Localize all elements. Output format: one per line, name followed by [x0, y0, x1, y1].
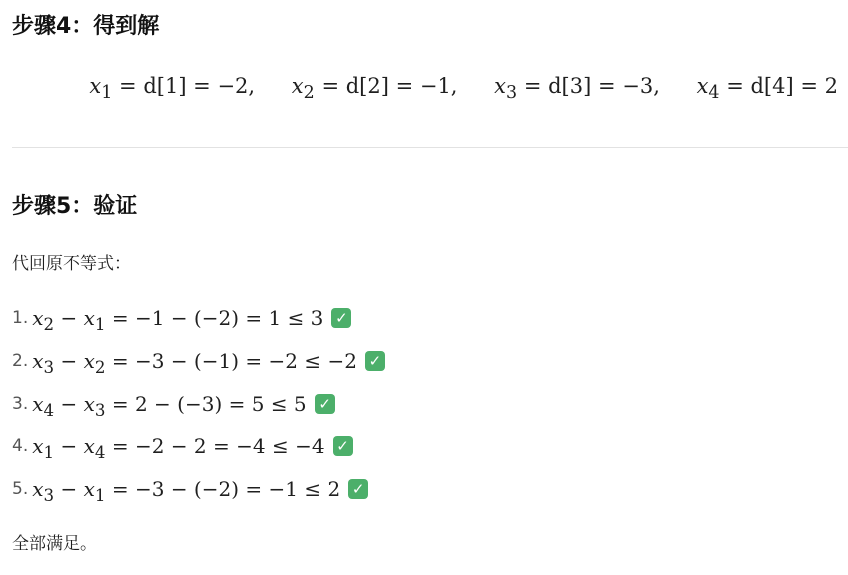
- solution-x2: $x_2 = d[2] = -1$,: [291, 74, 458, 104]
- item-number: 2.: [12, 350, 29, 371]
- verification-item-1: [12, 300, 385, 343]
- solution-x3: $x_3 = d[3] = -3$,: [494, 74, 660, 104]
- check-mark-icon: ✓: [333, 436, 353, 456]
- verification-item-5: [12, 471, 385, 514]
- inequality-expression: $x_4 - x_3 = 2 - (-3) = 5 \le 5$: [32, 391, 307, 420]
- solution-x4: $x_4 = d[4] = 2$: [696, 74, 838, 104]
- solution-equation: [0, 68, 838, 111]
- solution-x1: $x_1 = d[1] = -2$,: [89, 74, 256, 104]
- verification-item-3: [12, 386, 385, 429]
- step5-heading: 步骤5：验证: [12, 194, 138, 219]
- verification-list: [12, 300, 385, 514]
- verification-intro: 代回原不等式：: [12, 254, 131, 274]
- inequality-expression: $x_3 - x_1 = -3 - (-2) = -1 \le 2$: [32, 477, 341, 506]
- conclusion-text: 全部满足。: [12, 534, 97, 554]
- item-number: 5.: [12, 479, 29, 500]
- check-mark-icon: ✓: [331, 308, 351, 328]
- item-number: 3.: [12, 393, 29, 414]
- inequality-expression: $x_1 - x_4 = -2 - 2 = -4 \le -4$: [32, 434, 325, 463]
- section-divider: [12, 147, 848, 148]
- step4-heading: 步骤4：得到解: [12, 14, 160, 39]
- verification-item-4: [12, 428, 385, 471]
- inequality-expression: $x_2 - x_1 = -1 - (-2) = 1 \le 3$: [32, 306, 324, 334]
- check-mark-icon: ✓: [348, 479, 368, 499]
- check-mark-icon: ✓: [315, 394, 335, 414]
- verification-item-2: [12, 343, 385, 386]
- item-number: 4.: [12, 436, 29, 457]
- check-mark-icon: ✓: [365, 351, 385, 371]
- inequality-expression: $x_3 - x_2 = -3 - (-1) = -2 \le -2$: [32, 348, 357, 377]
- item-number: 1.: [12, 308, 29, 328]
